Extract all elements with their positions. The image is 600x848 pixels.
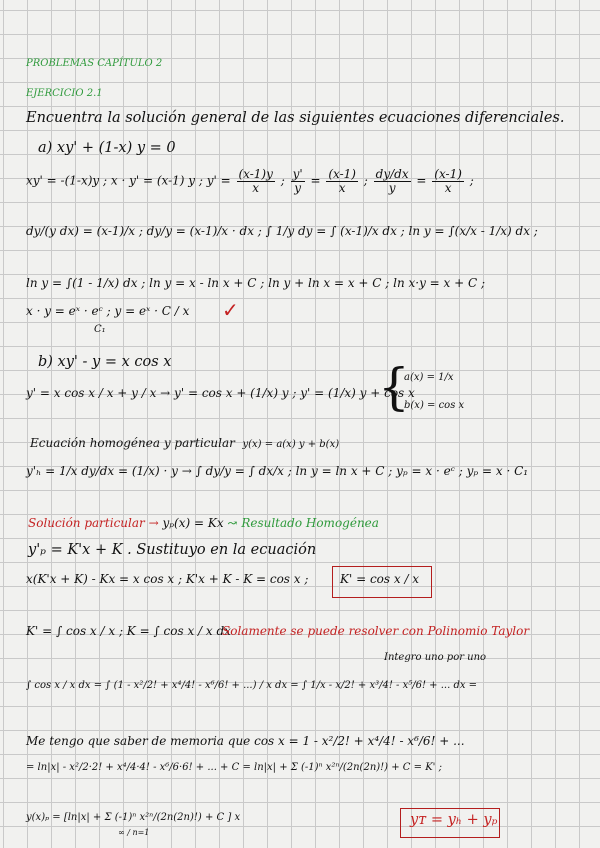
homog-title: Ecuación homogénea y particular y(x) = a(x) y + b(x) [30,436,340,450]
brace-icon: { [378,358,410,416]
c1-label: C₁ [94,324,106,335]
a-definition: a(x) = 1/x [404,372,454,383]
part-b-label: b) xy' - y = x cos x [38,354,172,370]
part-b-line10: = ln|x| - x²/2·2! + x⁴/4·4! - x⁶/6·6! + ... + C = ln|x| + Σ (-1)ⁿ x²ⁿ/(2n(2n)!) + C = K' ; [26,762,442,773]
exercise-statement: Encuentra la solución general de las siguientes ecuaciones diferenciales. [26,110,565,126]
part-b-line11: y(x)ₚ = [ln|x| + Σ (-1)ⁿ x²ⁿ/(2n(2n)!) + C ] x [26,812,241,823]
integro-note: Integro uno por uno [384,652,487,663]
part-b-line3: y'ₕ = 1/x dy/dx = (1/x) · y → ∫ dy/y = ∫ dx/x ; ln y = ln x + C ; yₚ = x · eᶜ ; yₚ = x · C₁ [26,464,529,478]
part-b-line6: x(K'x + K) - Kx = x cos x ; K'x + K - K = cos x ; [26,572,309,586]
part-b-line1: y' = x cos x / x + y / x → y' = cos x + (1/x) y ; y' = (1/x) y + cos x [26,386,415,400]
memoria-line: Me tengo que saber de memoria que cos x = 1 - x²/2! + x⁴/4! - x⁶/6! + ... [26,734,465,748]
part-b-line5: y'ₚ = K'x + K . Sustituyo en la ecuación [28,542,317,558]
checkmark-icon: ✓ [222,298,239,322]
part-a-line3: ln y = ∫(1 - 1/x) dx ; ln y = x - ln x + C ; ln y + ln x = x + C ; ln x·y = x + C ; [26,276,486,290]
taylor-note: Solamente se puede resolver con Polinomio Taylor [222,624,530,638]
part-a-line2: dy/(y dx) = (x-1)/x ; dy/y = (x-1)/x · dx ; ∫ 1/y dy = ∫ (x-1)/x dx ; ln y = ∫(x/x - 1/x) dx ; [26,224,538,238]
partial-line: Solución particular → yₚ(x) = Kx ↝ Resultado Homogénea [28,516,379,530]
boxed-k-text: K' = cos x / x [340,572,420,586]
part-a-label: a) xy' + (1-x) y = 0 [38,140,176,156]
sum-limits: ∞ / n=1 [118,828,150,837]
part-a-line4: x · y = eˣ · eᶜ ; y = eˣ · C / x [26,304,190,318]
chapter-title: PROBLEMAS CAPÍTULO 2 [26,58,163,69]
final-answer: yᴛ = yₕ + yₚ [410,812,498,828]
part-b-line7: K' = ∫ cos x / x ; K = ∫ cos x / x dx [26,624,231,638]
b-definition: b(x) = cos x [404,400,465,411]
exercise-title: EJERCICIO 2.1 [26,88,103,99]
part-b-line8: ∫ cos x / x dx = ∫ (1 - x²/2! + x⁴/4! - x⁶/6! + ...) / x dx = ∫ 1/x - x/2! + x³/4! - x⁵/6! + ... dx = [26,680,478,691]
part-a-line1: xy' = -(1-x)y ; x · y' = (x-1) y ; y' = $\frac{(x-1)y}{x}$ ; $\frac{y'}{y}$ = $\frac{(x-1)}{x}$ ; $\frac{dy/dx}{y}$ = $\frac{(x-1)}{x}$ ; [26,167,474,195]
